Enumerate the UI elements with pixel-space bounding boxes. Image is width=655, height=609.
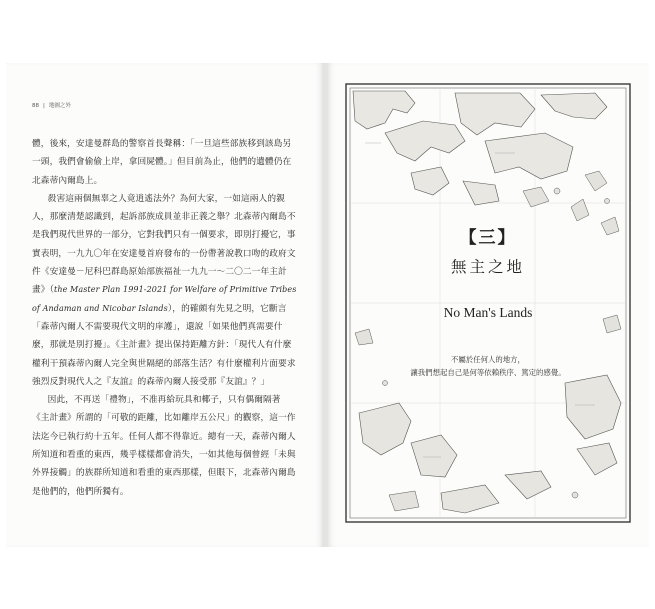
paragraph-text: 體，後來，安達曼群島的警察首長聲稱：「一旦這些部族移到該島另一頭，我們會偷偷上岸，拿回屍體。」但目前為止，他們的遺體仍在北森蒂內爾島上。	[32, 139, 292, 186]
chapter-title-english: No Man's Lands	[443, 305, 533, 320]
epigraph-line: 讓我們想起自己是何等依賴秩序、篤定的感覺。	[410, 368, 566, 377]
map-frame	[345, 83, 631, 523]
chapter-number: 【三】	[459, 228, 517, 248]
body-paragraph	[32, 190, 298, 391]
right-page	[327, 63, 649, 547]
paragraph-text: ），的確頗有先見之明，它斷言「森蒂內爾人不需要現代文明的庠護」，還說「如果他們真需要什麼，那就是別打擾」。《主計畫》提出保持距離方針：「現代人有什麼權利干預森蒂內爾人完全與世隔絕的部落生活？有什麼權利片面要求強烈反對現代人之『友誼』的森蒂內爾人接受那『友誼』？」	[32, 303, 296, 387]
page-number: 88	[32, 103, 39, 109]
header-separator: |	[43, 103, 45, 109]
body-paragraph	[32, 391, 298, 501]
book-spread	[6, 63, 649, 547]
running-head-title: 地圖之外	[48, 103, 71, 109]
body-paragraph	[32, 135, 298, 190]
epigraph	[345, 353, 631, 379]
italic-title: the Master Plan 1991-2021 for Welfare of Primitive Tribes of Andaman and Nicobar Islands	[32, 285, 297, 313]
running-header	[32, 101, 71, 109]
world-map-illustration	[345, 83, 631, 523]
left-page	[6, 63, 324, 547]
chapter-title: 無主之地	[450, 258, 525, 276]
body-text	[32, 135, 298, 501]
paragraph-text: 殺害這兩個無辜之人竟逍遙法外？為何大家，一如這兩人的親人，那麼清楚認識到，起訴部族成員並非正義之舉？北森蒂內爾島不是我們現代世界的一部分，它對我們只有一個要求，即別打擾它，事實表明，一九九〇年在安達曼首府發布的一份帶著說教口吻的政府文件《安達曼－尼科巴群島原始部族福祉一九九一～二〇二一年主計畫》（	[32, 193, 296, 296]
paragraph-text: 因此，不再送「禮物」，不准再給玩具和椰子，只有偶爾隔著《主計畫》所謂的「可敬的距離，比如離岸五公尺」的觀察，這一作法迄今已執行約十五年。任何人都不得靠近。總有一天，森蒂內爾人所知道和看重的東西，幾乎樣樣都會消失，一如其他每個曾經「未與外界接觸」的族群所知道和看重的東西那樣，但眼下，北森蒂內爾島是他們的，他們所獨有。	[32, 395, 296, 497]
epigraph-line: 不屬於任何人的地方，	[451, 355, 525, 364]
